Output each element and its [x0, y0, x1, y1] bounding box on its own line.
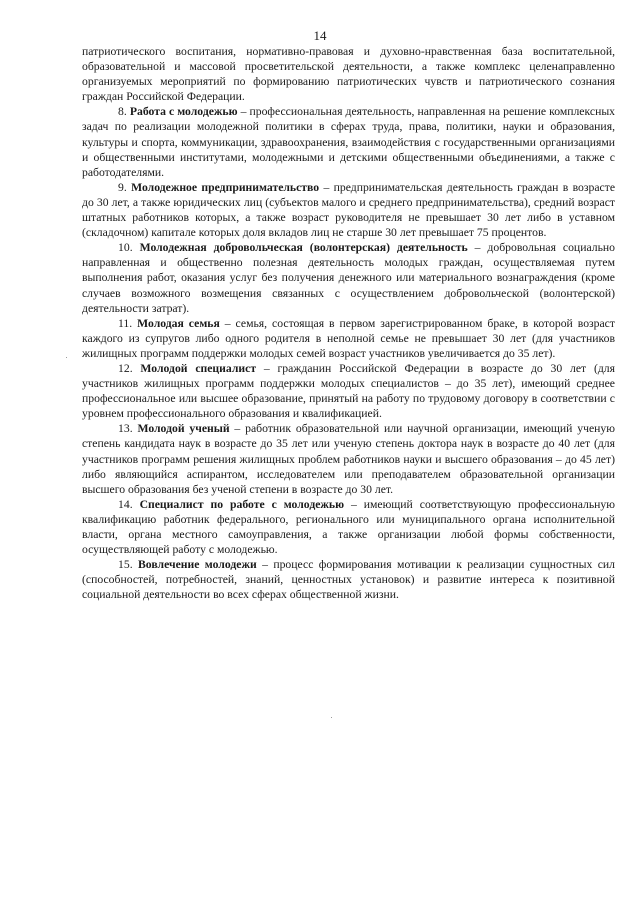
definition-term: Работа с молодежью — [129, 105, 238, 119]
definition-number: 15. — [118, 558, 139, 572]
definition-number: 10. — [118, 241, 140, 255]
definition-12-young-specialist — [82, 361, 615, 421]
definition-number: 14. — [118, 497, 140, 511]
paragraph-text: патриотического воспитания, нормативно-правовая и духовно-нравственная база воспитательной, образовательной и массовой просветительской деятельности, а также комплекс целенаправленно организуемых мероприятий по формированию патриотических чувств и патриотического сознания граждан Российской Федерации. — [82, 45, 615, 104]
definition-text: – семья, состоящая в первом зарегистрированном браке, в которой возраст каждого из супругов либо одного родителя в неполной семье не превышает 30 лет (для участников жилищных программ поддержки молодых семей возраст участников увеличивается до 35 лет). — [82, 316, 615, 360]
definition-number: 9. — [118, 180, 132, 194]
scan-speck — [66, 357, 67, 358]
definition-term: Молодежная добровольческая (волонтерская) деятельность — [139, 241, 468, 255]
definition-14-youth-work-specialist — [82, 497, 615, 557]
paragraph-continuation — [82, 44, 615, 104]
definition-text: – процесс формирования мотивации к реализации сущностных сил (способностей, потребностей, знаний, ценностных установок) и развитие интереса к позитивной социальной деятельности во всех сферах общественной жизни. — [82, 558, 616, 602]
definition-term: Молодежное предпринимательство — [131, 180, 320, 194]
definition-number: 8. — [118, 105, 130, 119]
definition-text: – работник образовательной или научной организации, имеющий ученую степень кандидата наук в возрасте до 35 лет или ученую степень доктора наук в возрасте до 40 лет (для участников программ решения жилищных проблем работников науки и высшего образования – до 45 лет) либо являющийся аспирантом, исследователем или преподавателем образовательной организации высшего образования без ученой степени в возрасте до 30 лет. — [82, 422, 616, 496]
definition-term: Молодая семья — [137, 316, 220, 330]
definition-term: Молодой специалист — [140, 361, 257, 375]
definition-11-young-family — [82, 316, 615, 361]
definition-number: 12. — [118, 361, 141, 375]
definition-9-youth-entrepreneurship — [82, 180, 615, 240]
definition-number: 11. — [118, 316, 138, 330]
definition-term: Молодой ученый — [137, 422, 230, 436]
document-body — [82, 44, 615, 602]
definition-15-youth-involvement — [82, 557, 615, 602]
scan-speck — [331, 717, 332, 718]
definition-text: – предпринимательская деятельность граждан в возрасте до 30 лет, а также юридических лиц (субъектов малого и среднего предпринимательства), средний возраст штатных работников которых, а также возраст руководителя не превышает 30 лет либо в уставном (складочном) капитале которых доля вкладов лиц не старше 30 лет превышает 75 процентов. — [82, 180, 616, 240]
definition-term: Специалист по работе с молодежью — [139, 497, 344, 511]
definition-8-work-with-youth — [82, 104, 615, 179]
definition-10-youth-volunteering — [82, 240, 615, 315]
page-number: 14 — [313, 28, 327, 43]
definition-text: – профессиональная деятельность, направленная на решение комплексных задач по реализации молодежной политики в сферах труда, права, политики, науки и образования, культуры и спорта, коммуникации, здравоохранения, взаимодействия с государственными организациями и общественными институтами, молодежными и детскими общественными объединениями, а также с работодателями. — [82, 105, 616, 179]
definition-13-young-scientist — [82, 421, 615, 496]
definition-number: 13. — [118, 422, 138, 436]
definition-text: – добровольная социально направленная и общественно полезная деятельность молодых граждан, осуществляемая путем выполнения работ, оказания услуг без получения денежного или материального вознаграждения (кроме случаев возможного возмещения связанных с осуществлением добровольческой (волонтерской) деятельности затрат). — [82, 241, 615, 315]
definition-text: – имеющий соответствующую профессиональную квалификацию работник федерального, регионального или муниципального органа исполнительной власти, органа местного самоуправления, а также организации любой формы собственности, осуществляющей работу с молодежью. — [82, 497, 615, 557]
definition-text: – гражданин Российской Федерации в возрасте до 30 лет (для участников жилищных программ поддержки молодых специалистов – до 35 лет), имеющий среднее профессиональное или высшее образование, принятый на работу по трудовому договору в соответствии с уровнем профессионального образования и квалификацией. — [82, 361, 615, 421]
definition-term: Вовлечение молодежи — [138, 558, 257, 572]
